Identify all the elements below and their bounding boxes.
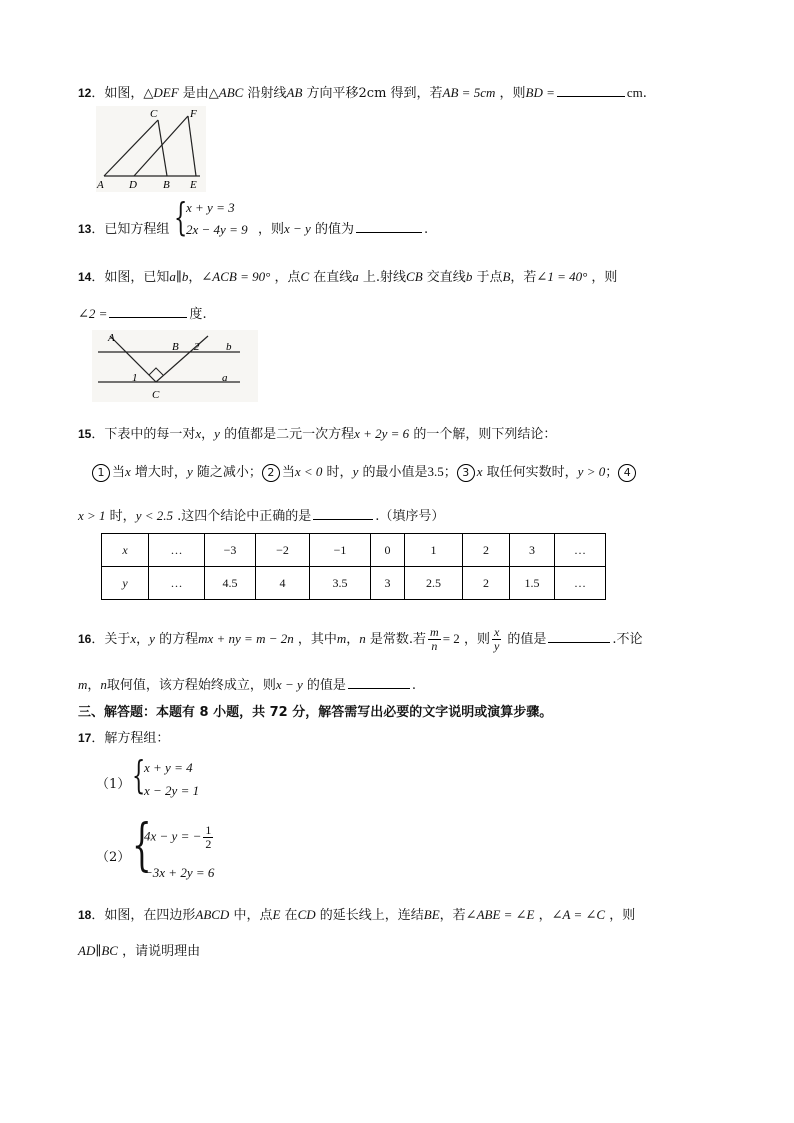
system-brace: { [174, 195, 188, 239]
label-a: a [222, 372, 228, 384]
answer-blank[interactable] [548, 630, 610, 643]
question-number: 16 [78, 632, 92, 646]
system-brace: { [132, 813, 152, 878]
label-A: A [108, 332, 115, 344]
question-number: 17 [78, 731, 92, 745]
label-B: B [172, 341, 179, 353]
q17-line: 17．解方程组： [78, 731, 170, 746]
fraction-m-over-n: $\frac{m}{n}$ [430, 625, 439, 653]
q15-line-2: 1 当x 增大时，y 随之减小； 2 当x < 0 时，y 的最小值是3.5； 3 x 取任何实数时，y > 0； 4 [92, 461, 638, 482]
label-F: F [190, 108, 197, 120]
q18-line-1: 18．如图，在四边形ABCD 中，点E 在CD 的延长线上，连结BE，若∠ABE = ∠E ，∠A = ∠C ，则 [78, 907, 636, 923]
fraction-one-half: $\frac{1}{2}$ [205, 823, 212, 851]
translation-figure [96, 106, 206, 192]
label-D: D [129, 179, 137, 191]
q17-part1-label: （1） [96, 777, 131, 792]
equation-2: x − 2y = 1 [144, 783, 200, 798]
question-number: 18 [78, 908, 92, 922]
label-C: C [150, 108, 158, 120]
label-one: 1 [132, 372, 138, 384]
equation-1: x + y = 3 [186, 200, 235, 215]
answer-blank[interactable] [557, 84, 625, 97]
label-A: A [97, 179, 104, 191]
q14-line-1: 14．如图，已知a∥b，∠ACB = 90° ，点C 在直线a 上.射线CB 交直线b 于点B，若∠1 = 40° ，则 [78, 269, 618, 285]
q13-line: 13．已知方程组 [78, 222, 170, 237]
equation-1: x + y = 4 [144, 760, 193, 775]
table-row: x … −3 −2 −1 0 1 2 3 … [102, 534, 606, 567]
solution-table [101, 533, 606, 600]
q16-line-2: m，n取何值，该方程始终成立，则x − y 的值是 . [78, 677, 417, 693]
label-C: C [152, 389, 160, 401]
section-heading: 三、解答题：本题有 8 小题，共 72 分，解答需写出必要的文字说明或演算步骤。 [78, 705, 553, 720]
label-b: b [226, 341, 232, 353]
question-number: 13 [78, 222, 92, 236]
table-row: y … 4.5 4 3.5 3 2.5 2 1.5 … [102, 567, 606, 600]
answer-blank[interactable] [109, 305, 187, 318]
answer-blank[interactable] [313, 507, 373, 520]
equation-2: 2x − 4y = 9 [186, 222, 248, 237]
question-number: 12 [78, 86, 92, 100]
q12-line: 12．如图，△DEF 是由△ABC 沿射线AB 方向平移2cm 得到，若AB = 5cm ，则BD = cm. [78, 85, 647, 101]
q13-tail: ，则x − y 的值为 . [258, 221, 429, 237]
equation-2: −3x + 2y = 6 [144, 865, 215, 880]
answer-blank[interactable] [356, 220, 422, 233]
answer-blank[interactable] [348, 676, 410, 689]
question-number: 14 [78, 270, 92, 284]
q17-part2-label: （2） [96, 850, 131, 865]
system-brace: { [132, 753, 146, 797]
q15-line-3: x > 1 时，y < 2.5 .这四个结论中正确的是 .（填序号） [78, 508, 445, 524]
q14-line-2: ∠2 = 度. [78, 306, 207, 322]
equation-1: 4x − y = − $\frac{1}{2}$ [144, 823, 212, 851]
q16-line-1: 16．关于x，y 的方程mx + ny = m − 2n ，其中m，n 是常数.若 $\frac{m}{n}$ = 2 ，则 $\frac{x}{y}$ 的值是 .不论 [78, 625, 643, 653]
question-number: 15 [78, 427, 92, 441]
label-B: B [163, 179, 170, 191]
label-E: E [190, 179, 197, 191]
label-two: 2 [194, 341, 200, 353]
q15-line-1: 15．下表中的每一对x，y 的值都是二元一次方程x + 2y = 6 的一个解，则下列结论： [78, 426, 557, 442]
parallel-lines-figure [92, 330, 258, 402]
fraction-x-over-y: $\frac{x}{y}$ [493, 625, 500, 653]
q18-line-2: AD∥BC ，请说明理由 [78, 943, 201, 959]
